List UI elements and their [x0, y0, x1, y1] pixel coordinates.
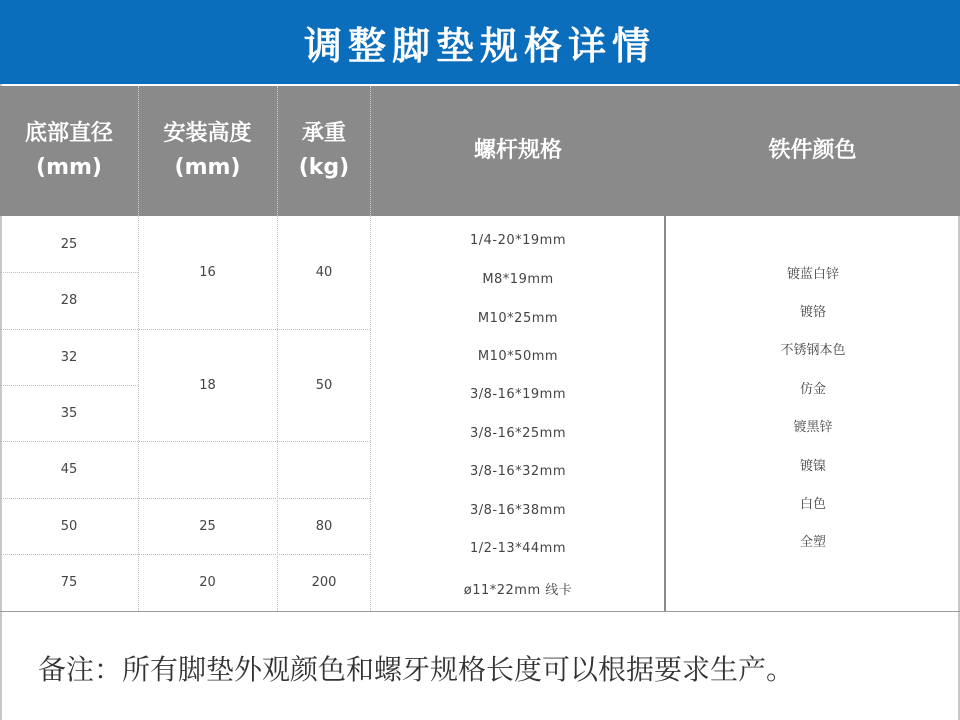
header-height-unit: (mm)	[174, 155, 241, 180]
load-cell: 40	[315, 265, 333, 280]
diameter-cell: 45	[60, 462, 78, 477]
header-diameter	[0, 86, 138, 216]
iron-color-item: 镀蓝白锌	[786, 267, 839, 282]
iron-color-item: 镀镍	[799, 459, 826, 474]
iron-color-item: 全塑	[799, 535, 826, 550]
height-cell: 20	[199, 575, 216, 590]
diameter-cell: 28	[60, 293, 78, 308]
table-bottom-border	[0, 611, 960, 612]
screw-spec-item: 1/2-13*44mm	[469, 541, 567, 556]
height-cell: 16	[199, 265, 216, 280]
header-diameter-label: 底部直径	[24, 121, 113, 146]
header-load	[278, 86, 370, 216]
diameter-cell: 75	[60, 575, 78, 590]
table-header	[0, 86, 960, 216]
header-screw-label: 螺杆规格	[473, 138, 562, 163]
load-cell: 50	[315, 377, 333, 393]
diameter-cell: 50	[60, 518, 78, 534]
screw-spec-item: ø11*22mm 线卡	[463, 583, 573, 598]
header-iron-color-label: 铁件颜色	[768, 138, 857, 163]
footnote: 备注：所有脚垫外观颜色和螺牙规格长度可以根据要求生产。	[38, 653, 795, 686]
screw-spec-item: M8*19mm	[482, 272, 554, 287]
iron-color-item: 不锈钢本色	[780, 343, 846, 358]
header-load-unit: (kg)	[298, 155, 350, 180]
diameter-cell: 35	[60, 405, 78, 421]
page-title: 调整脚垫规格详情	[303, 22, 656, 68]
height-cell: 25	[199, 518, 216, 534]
header-diameter-unit: (mm)	[36, 155, 102, 180]
screw-spec-item: 3/8-16*38mm	[469, 503, 567, 518]
header-iron-color	[665, 86, 960, 216]
iron-color-item: 仿金	[799, 382, 826, 397]
title-bar	[0, 0, 960, 84]
screw-spec-item: M10*25mm	[477, 311, 559, 326]
header-screw	[371, 86, 665, 216]
screw-spec-item: 3/8-16*32mm	[469, 464, 567, 479]
load-cell: 80	[315, 518, 333, 534]
header-height-label: 安装高度	[163, 121, 252, 146]
table-body	[0, 216, 960, 612]
header-height	[139, 86, 276, 216]
header-load-label: 承重	[301, 121, 346, 146]
iron-color-item: 镀黑锌	[793, 420, 833, 435]
screw-spec-item: 1/4-20*19mm	[469, 233, 567, 248]
screw-spec-item: 3/8-16*19mm	[469, 387, 567, 402]
load-cell: 200	[311, 575, 337, 590]
screw-spec-item: 3/8-16*25mm	[469, 426, 567, 441]
height-cell: 18	[199, 377, 216, 393]
diameter-cell: 32	[60, 349, 78, 365]
column-divider	[370, 216, 371, 611]
iron-color-item: 镀铬	[799, 305, 826, 320]
diameter-cell: 25	[60, 236, 78, 252]
screw-spec-item: M10*50mm	[477, 349, 559, 364]
iron-color-item: 白色	[799, 497, 826, 512]
